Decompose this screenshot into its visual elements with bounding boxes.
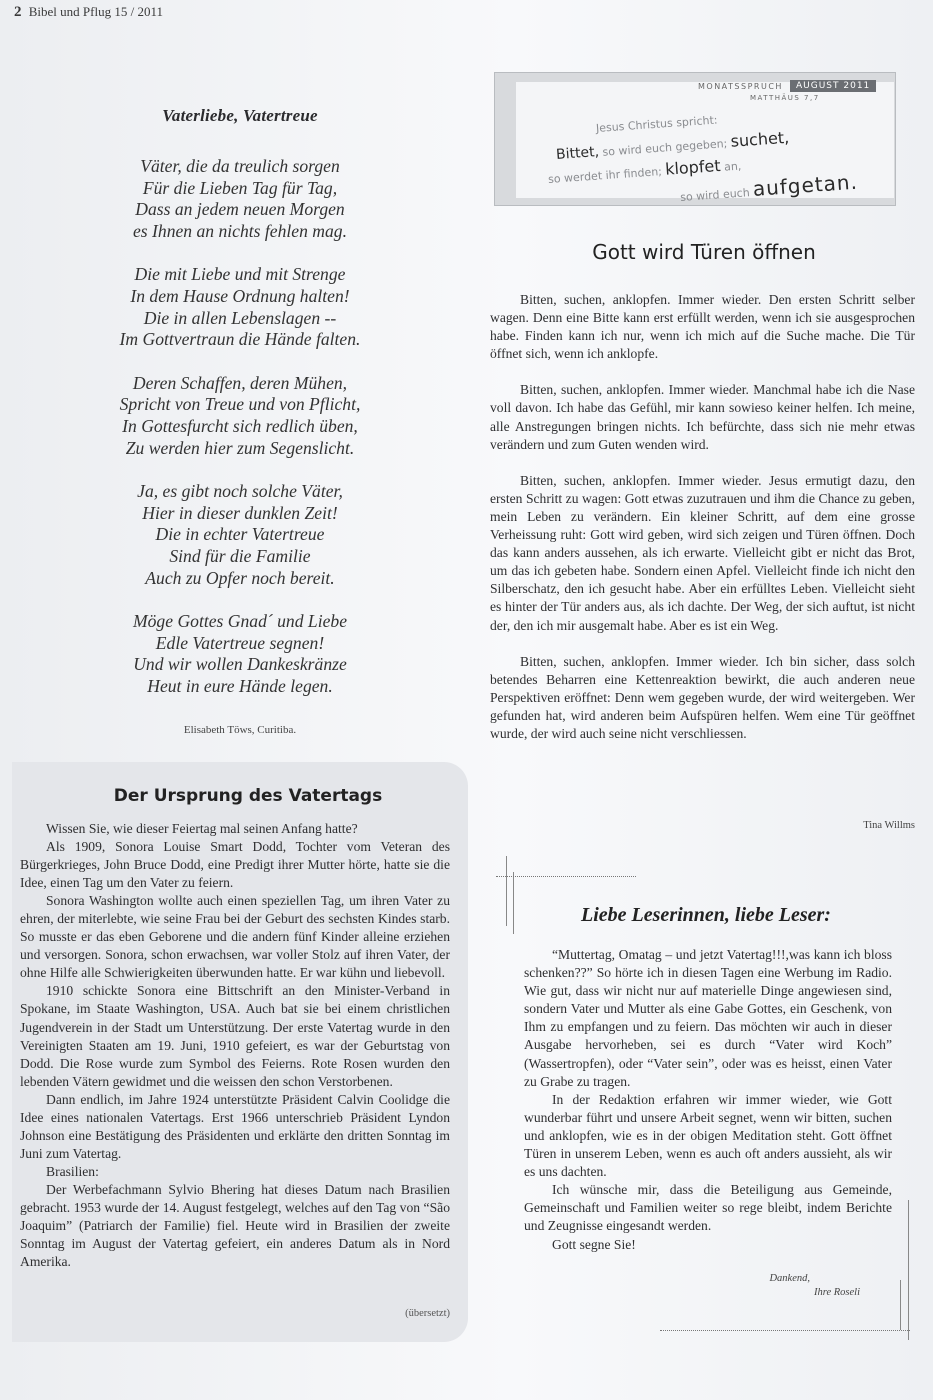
poem-line: Die in echter Vatertreue (155, 524, 325, 545)
decorative-line (513, 872, 515, 934)
vatertag-paragraph: Als 1909, Sonora Louise Smart Dodd, Tochter vom Veteran des Bürgerkrieges, John Bruce Dodd, eine Predigt ihrer Mutter hörte, hatte sie die Idee, einen Tag um den Vater zu feiern. (20, 839, 450, 891)
poem-line: Auch zu Opfer noch bereit. (145, 567, 335, 588)
banner-word-aufgetan: aufgetan. (752, 169, 859, 201)
leser-paragraph: “Muttertag, Omatag – und jetzt Vatertag!!!,was kann ich bloss schenken??” So hörte ich in diesen Tagen eine Werbung im Radio. Wie gut, dass wir nicht nur auf materielle Dinge angewiesen sind, sondern Vater und Mutter als eine Gabe Gottes, ein Geschenk, von Ihm zu empfangen und zu feiern. Das möchten wir auch in dieser Ausgabe hervorheben, sei es durch “Vater wird Koch” (Wassertropfen), oder “Vater sein”, oder was es heisst, einen Vater zu Grabe zu tragen. (524, 947, 892, 1089)
poem-line: In Gottesfurcht sich redlich üben, (122, 416, 358, 437)
poem-line: Die in allen Lebenslagen -- (143, 307, 337, 328)
leser-text (524, 946, 892, 1254)
poem-line: Möge Gottes Gnad´ und Liebe (132, 610, 348, 631)
poem-stanza (60, 264, 420, 351)
vatertag-text (20, 820, 450, 1271)
poem-line: Die mit Liebe und mit Strenge (134, 264, 346, 285)
leser-paragraph: Gott segne Sie! (552, 1236, 636, 1252)
poem-stanza (60, 481, 420, 590)
decorative-line (900, 1280, 902, 1330)
leser-title: Liebe Leserinnen, liebe Leser: (581, 904, 831, 926)
poem-author: Elisabeth Töws, Curitiba. (183, 724, 297, 736)
banner-word-klopfet: klopfet (664, 155, 722, 179)
poem-line: Im Gottvertraun die Hände falten. (119, 329, 361, 350)
vatertag-paragraph: 1910 schickte Sonora eine Bittschrift an den Minister-Verband in Spokane, im Staate Washington, USA. Auch bat sie bei einem christlichen Jugendverein in der Stadt um Unterstützung. Der erste Vatertag wurde in den Vereinigten Staaten am 19. Juni, 1910 gefeiert, es war der Geburtstag von Dodd. Die Rose wurde zum Symbol des Feierns. Rote Rosen wurden den lebenden Vätern gewidmet und die weissen den schon Verstorbenen. (20, 983, 450, 1089)
banner-label: MONATSSPRUCH (698, 82, 783, 91)
article-paragraph: Bitten, suchen, anklopfen. Immer wieder. Den ersten Schritt selber wagen. Denn eine Bitte kann erst erfüllt werden, wenn ich sie ausgesprochen habe. Finden kann ich nur, wenn ich mich auf die Suche mache. Die Tür öffnet sich, wenn ich anklopfe. (490, 292, 915, 362)
poem-line: Dass an jedem neuen Morgen (135, 199, 345, 220)
poem-stanza (60, 611, 420, 698)
banner-text: so wird euch gegeben; (602, 137, 728, 159)
banner-word-bittet: Bittet, (555, 144, 600, 163)
article-paragraph: Bitten, suchen, anklopfen. Immer wieder. Manchmal habe ich die Nase voll davon. Ich habe das Gefühl, mir kann sowieso keiner helfen. Ich meine, alle Anstregungen bringen nichts. Ich befürchte, dass sich nie mehr etwas verändern und zum Guten wenden wird. (490, 382, 915, 452)
leser-closing: Dankend, (769, 1273, 810, 1284)
poem-line: Zu werden hier zum Segenslicht. (125, 437, 355, 458)
poem-line: Spricht von Treue und von Pflicht, (119, 394, 361, 415)
article-author: Tina Willms (863, 820, 915, 831)
poem-stanza (60, 156, 420, 243)
vatertag-paragraph: Dann endlich, im Jahre 1924 unterstützte Präsident Calvin Coolidge die Idee eines nationalen Vatertags. Erst 1966 unterschrieb Präsident Lyndon Johnson eine Bestätigung des Präsidenten und erklärte den dritten Sonntag im Juni zum Vatertag. (20, 1091, 450, 1161)
banner-text: Jesus Christus spricht: (595, 113, 718, 135)
page-number: 2 (14, 4, 22, 20)
vatertag-paragraph: Sonora Washington wollte auch einen speziellen Tag, um ihren Vater zu ehren, der miterlebte, wie seine Frau bei der Geburt des sechsten Kindes starb. So musste er das eben Geborene und die andern fünf Kinder alleine erziehen und versorgen. Sonora, schon erwachsen, war voller Stolz auf ihren Vater, der ohne Hilfe alle Schwierigkeiten überwunden hatte. Er war kühn und liebevoll. (20, 893, 450, 981)
page-header (14, 4, 163, 21)
banner-text: so wird euch (679, 186, 751, 204)
poem-line: Heut in eure Hände legen. (147, 676, 333, 697)
article-paragraph: Bitten, suchen, anklopfen. Immer wieder. Ich bin sicher, dass solch betendes Beharren eine Kettenreaktion bewirkt, die auch anderen neue Perspektiven eröffnet: Denn wem gegeben wurde, der wird weitergeben. Wer gefunden hat, wird anderen beim Aufspüren helfen. Wem eine Tür geöffnet wurde, der wird auch seine nicht verschliessen. (490, 653, 915, 741)
poem-line: Ja, es gibt noch solche Väter, (137, 480, 343, 501)
banner-reference: MATTHÄUS 7,7 (750, 94, 820, 102)
poem-title: Vaterliebe, Vatertreue (162, 106, 318, 125)
decorative-line (660, 1330, 910, 1331)
poem-line: Sind für die Familie (169, 546, 311, 567)
banner-month: AUGUST 2011 (790, 80, 876, 92)
banner-word-suchet: suchet, (729, 127, 790, 151)
banner-text: an, (723, 159, 742, 174)
leser-signature-block (700, 1272, 860, 1300)
leser-paragraph: Ich wünsche mir, dass die Beteiligung aus Gemeinde, Gemeinschaft und Familien weiter so rege bleibt, indem Berichte und Zeugnisse eingesandt werden. (524, 1182, 892, 1234)
decorative-line (908, 1200, 910, 1340)
poem-line: es Ihnen an nichts fehlen mag. (132, 221, 347, 242)
poem-line: In dem Hause Ordnung halten! (130, 286, 350, 307)
poem-line: Väter, die da treulich sorgen (140, 156, 340, 176)
banner-text: so werdet ihr finden; (547, 165, 663, 186)
poem-body (60, 156, 420, 719)
decorative-line (496, 876, 636, 877)
poem-line: Deren Schaffen, deren Mühen, (132, 372, 348, 393)
poem-line: Hier in dieser dunklen Zeit! (142, 502, 338, 523)
article-title: Gott wird Türen öffnen (592, 240, 816, 264)
poem-line: Und wir wollen Dankeskränze (133, 654, 347, 675)
vatertag-paragraph: Der Werbefachmann Sylvio Bhering hat dieses Datum nach Brasilien gebracht. 1953 wurde der 14. August festgelegt, welches auf den Tag von “São Joaquim” (Patriarch der Familie) fiel. Heute wird in Brasilien der zweite Sonntag im August der Vatertag gefeiert, ein anderes Datum als in Nord Amerika. (20, 1181, 450, 1270)
leser-signature: Ihre Roseli (814, 1287, 860, 1298)
poem-line: Edle Vatertreue segnen! (155, 632, 325, 653)
poem-stanza (60, 373, 420, 460)
vatertag-subheading: Brasilien: (46, 1163, 99, 1179)
article-paragraph: Bitten, suchen, anklopfen. Immer wieder. Jesus ermutigt dazu, den ersten Schritt zu wagen: Gott etwas zuzutrauen und ihm die Chance zu geben, mein Leben zu verändern. Ein kleiner Schritt, auf dem eine grosse Verheissung ruht: Gott wird geben, wird sich zeigen und Türen öffnen. Doch das kann anders aussehen, als ich erwarte. Vielleicht gibt er nicht das Brot, um das ich gebeten habe. Sondern einen Apfel. Vielleicht finde ich nicht den Silberschatz, den ich gesucht habe. Aber ein erfülltes Leben. Vielleicht sieht es hinter der Tür anders aus, als ich dachte. Der Weg, der sich auftut, ist nicht der, den ich mir ausgemalt habe. Aber es ist ein Weg. (490, 472, 915, 633)
vatertag-title: Der Ursprung des Vatertags (113, 786, 383, 806)
poem-line: Für die Lieben Tag für Tag, (142, 177, 338, 198)
decorative-line (506, 856, 508, 926)
publication-name: Bibel und Pflug 15 / 2011 (28, 4, 163, 19)
vatertag-paragraph: Wissen Sie, wie dieser Feiertag mal seinen Anfang hatte? (46, 821, 358, 836)
translation-note: (übersetzt) (405, 1308, 450, 1319)
leser-paragraph: In der Redaktion erfahren wir immer wieder, wie Gott wunderbar führt und unsere Arbeit segnet, wenn wir bitten, suchen und anklopfen, wie es in der obigen Meditation steht. Gott öffnet Türen in unserem Leben, wenn es auch oft anders aussieht, als wir es uns dachten. (524, 1091, 892, 1180)
article-text (490, 291, 915, 761)
